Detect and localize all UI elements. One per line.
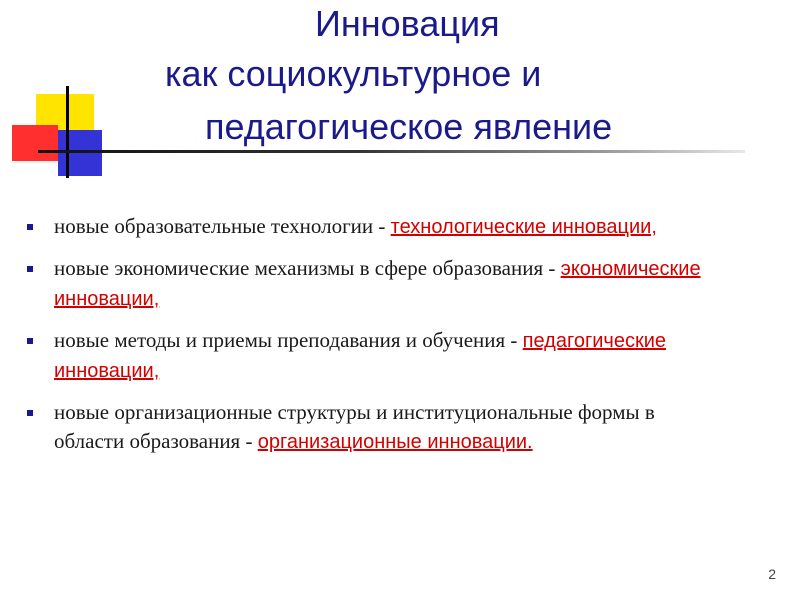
title-line-3: педагогическое явление bbox=[205, 106, 613, 147]
list-item bbox=[24, 326, 724, 386]
title-line-2: как социокультурное и bbox=[165, 53, 542, 94]
list-item bbox=[24, 254, 724, 314]
innovation-term-link[interactable]: экономические инновации, bbox=[54, 258, 701, 310]
list-item bbox=[24, 398, 724, 457]
bullet-description: новые организационные структуры и институциональные формы в области образования - bbox=[54, 400, 655, 453]
bullet-description: новые методы и приемы преподавания и обучения - bbox=[54, 328, 523, 352]
bullet-description: новые экономические механизмы в сфере образования - bbox=[54, 256, 561, 280]
title-line-1: Инновация bbox=[315, 3, 500, 44]
slide-title bbox=[0, 0, 800, 160]
bullet-list bbox=[24, 212, 724, 469]
innovation-term-link[interactable]: технологические инновации, bbox=[390, 216, 657, 238]
bullet-description: новые образовательные технологии - bbox=[54, 214, 391, 238]
list-item bbox=[24, 212, 724, 242]
bullet-square-icon bbox=[27, 224, 33, 230]
innovation-term-link[interactable]: организационные инновации. bbox=[257, 431, 533, 453]
slide-number: 2 bbox=[768, 566, 776, 582]
bullet-square-icon bbox=[27, 338, 33, 344]
innovation-term-link[interactable]: педагогические инновации, bbox=[54, 330, 666, 382]
bullet-square-icon bbox=[27, 266, 33, 272]
bullet-square-icon bbox=[27, 410, 33, 416]
